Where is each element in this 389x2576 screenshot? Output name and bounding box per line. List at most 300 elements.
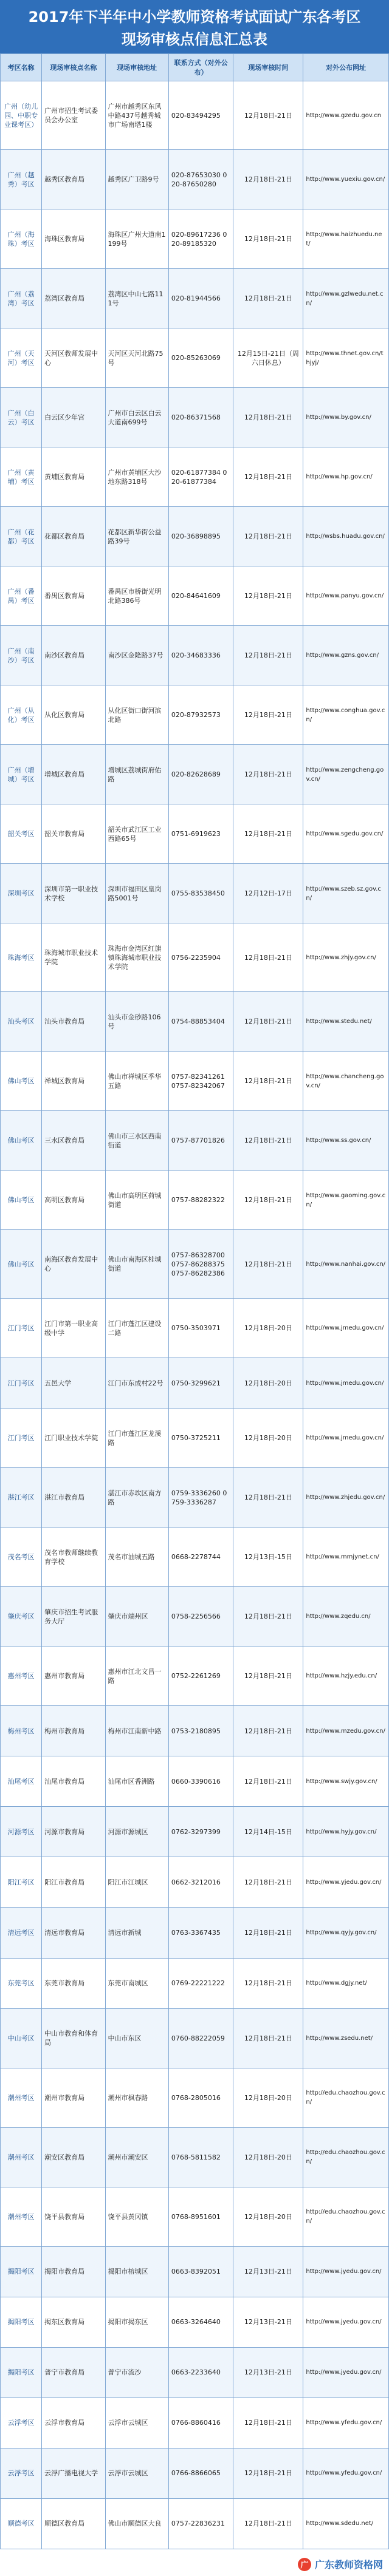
cell-contact: 020-82628689 [168, 745, 233, 804]
cell-site-name: 海珠区教育局 [42, 209, 105, 269]
cell-contact: 0762-3297399 [168, 1807, 233, 1857]
header-site-name: 现场审核点名称 [42, 54, 105, 81]
cell-site-name: 深圳市第一职业技术学校 [42, 864, 105, 923]
cell-website[interactable]: http://www.zhjedu.gov.cn/ [303, 1468, 389, 1528]
table-row [1, 2498, 389, 2549]
cell-address: 江门市东成村22号 [105, 1358, 168, 1409]
cell-area: 广州（越秀）考区 [1, 150, 42, 209]
cell-area: 汕头考区 [1, 992, 42, 1052]
table-row [1, 923, 389, 992]
cell-site-name: 中山市教育和体育局 [42, 2008, 105, 2068]
cell-website[interactable]: http://www.swjy.gov.cn/ [303, 1756, 389, 1807]
cell-website[interactable]: http://www.hyjy.gov.cn/ [303, 1807, 389, 1857]
cell-contact: 0769-22221222 [168, 1958, 233, 2008]
cell-contact: 0750-3503971 [168, 1299, 233, 1358]
cell-website[interactable]: http://www.zsedu.net/ [303, 2008, 389, 2068]
cell-contact: 0753-2180895 [168, 1706, 233, 1756]
cell-website[interactable]: http://www.jmedu.gov.cn/ [303, 1299, 389, 1358]
cell-time: 12月18日-21日 [233, 626, 303, 685]
cell-website[interactable]: http://www.ss.gov.cn/ [303, 1111, 389, 1171]
table-row [1, 328, 389, 388]
cell-site-name: 南海区教育发展中心 [42, 1230, 105, 1299]
cell-area: 深圳考区 [1, 864, 42, 923]
cell-contact: 0768-5811582 [168, 2127, 233, 2187]
cell-time: 12月18日-21日 [233, 804, 303, 864]
cell-address: 花都区新华街公益路39号 [105, 507, 168, 566]
cell-address: 潮州市枫春路 [105, 2068, 168, 2127]
cell-time: 12月18日-21日 [233, 150, 303, 209]
cell-site-name: 汕头市教育局 [42, 992, 105, 1052]
table-row [1, 1958, 389, 2008]
cell-time: 12月12日-17日 [233, 864, 303, 923]
cell-address: 茂名市油城五路 [105, 1528, 168, 1587]
table-row [1, 1756, 389, 1807]
cell-website[interactable]: http://www.jyedu.gov.cn/ [303, 2246, 389, 2297]
table-row [1, 1409, 389, 1468]
cell-time: 12月18日-21日 [233, 1111, 303, 1171]
table-row [1, 2008, 389, 2068]
cell-time: 12月18日-21日 [233, 685, 303, 745]
cell-website[interactable]: http://www.jmedu.gov.cn/ [303, 1358, 389, 1409]
table-row [1, 2068, 389, 2127]
cell-website[interactable]: http://www.conghua.gov.cn/ [303, 685, 389, 745]
table-row [1, 745, 389, 804]
cell-time: 12月18日-21日 [233, 1230, 303, 1299]
cell-contact: 0668-2278744 [168, 1528, 233, 1587]
cell-address: 南沙区金隆路37号 [105, 626, 168, 685]
cell-time: 12月18日-21日 [233, 1908, 303, 1958]
cell-address: 东莞市南城区 [105, 1958, 168, 2008]
cell-contact: 0757-86328700 0757-86288375 0757-86282386 [168, 1230, 233, 1299]
cell-website[interactable]: http://www.by.gov.cn/ [303, 388, 389, 447]
cell-site-name: 湛江市教育局 [42, 1468, 105, 1528]
table-row [1, 2127, 389, 2187]
cell-address: 珠海市金湾区红旗镇珠海城市职业技术学院 [105, 923, 168, 992]
cell-contact: 020-61877384 020-61877384 [168, 447, 233, 507]
cell-time: 12月18日-21日 [233, 1468, 303, 1528]
cell-contact: 0757-22836231 [168, 2498, 233, 2549]
cell-address: 佛山市顺德区大良 [105, 2498, 168, 2549]
table-header-row [1, 54, 389, 81]
cell-address: 湛江市赤坎区南方路 [105, 1468, 168, 1528]
cell-site-name: 潮州市教育局 [42, 2068, 105, 2127]
table-row [1, 447, 389, 507]
cell-area: 肇庆考区 [1, 1587, 42, 1647]
table-row [1, 2297, 389, 2347]
cell-contact: 0663-2233640 [168, 2347, 233, 2398]
cell-website[interactable]: http://wsbs.huadu.gov.cn/ [303, 507, 389, 566]
table-row [1, 1052, 389, 1111]
table-row [1, 269, 389, 328]
cell-area: 广州（白云）考区 [1, 388, 42, 447]
cell-contact: 020-85263069 [168, 328, 233, 388]
cell-address: 云浮市云城区 [105, 2398, 168, 2448]
cell-time: 12月18日-20日 [233, 1409, 303, 1468]
cell-site-name: 云浮广播电视大学 [42, 2448, 105, 2498]
cell-area: 广州（海珠）考区 [1, 209, 42, 269]
cell-contact: 0763-3367435 [168, 1908, 233, 1958]
cell-time: 12月18日-21日 [233, 1756, 303, 1807]
cell-site-name: 肇庆市招生考试服务大厅 [42, 1587, 105, 1647]
cell-website[interactable]: http://edu.chaozhou.gov.cn/ [303, 2187, 389, 2246]
watermark [298, 2557, 383, 2571]
cell-website[interactable]: http://www.nanhai.gov.cn/ [303, 1230, 389, 1299]
cell-area: 佛山考区 [1, 1052, 42, 1111]
table-row [1, 1171, 389, 1230]
cell-area: 揭阳考区 [1, 2297, 42, 2347]
table-row [1, 685, 389, 745]
cell-area: 云浮考区 [1, 2398, 42, 2448]
cell-address: 惠州市江北文昌一路 [105, 1647, 168, 1706]
cell-site-name: 揭东区教育局 [42, 2297, 105, 2347]
cell-website[interactable]: http://www.sgedu.gov.cn/ [303, 804, 389, 864]
header-area: 考区名称 [1, 54, 42, 81]
table-row [1, 2448, 389, 2498]
cell-website[interactable]: http://www.yuexiu.gov.cn/ [303, 150, 389, 209]
cell-website[interactable]: http://www.qyjy.gov.cn/ [303, 1908, 389, 1958]
cell-website[interactable]: http://www.yjedu.gov.cn/ [303, 1857, 389, 1908]
table-row [1, 81, 389, 150]
cell-area: 广州（增城）考区 [1, 745, 42, 804]
table-row [1, 1807, 389, 1857]
cell-contact: 0752-2261269 [168, 1647, 233, 1706]
cell-site-name: 增城区教育局 [42, 745, 105, 804]
cell-time: 12月18日-21日 [233, 1587, 303, 1647]
cell-address: 广州市越秀区东风中路437号越秀城市广场南塔1楼 [105, 81, 168, 150]
cell-time: 12月18日-21日 [233, 2008, 303, 2068]
review-points-table [0, 53, 389, 2549]
cell-contact: 0660-3390616 [168, 1756, 233, 1807]
cell-address: 饶平县黄冈镇 [105, 2187, 168, 2246]
cell-area: 湛江考区 [1, 1468, 42, 1528]
cell-area: 云浮考区 [1, 2448, 42, 2498]
table-row [1, 388, 389, 447]
cell-address: 揭阳市揭东区 [105, 2297, 168, 2347]
cell-site-name: 茂名市教师继续教育学校 [42, 1528, 105, 1587]
cell-website[interactable]: http://www.zhjy.gov.cn/ [303, 923, 389, 992]
cell-area: 阳江考区 [1, 1857, 42, 1908]
cell-site-name: 白云区少年宫 [42, 388, 105, 447]
cell-site-name: 江门市第一职业高级中学 [42, 1299, 105, 1358]
cell-contact: 0759-3336260 0759-3336287 [168, 1468, 233, 1528]
table-row [1, 2347, 389, 2398]
cell-area: 广州（幼儿园、中职专业课考区） [1, 81, 42, 150]
table-row [1, 2398, 389, 2448]
cell-area: 江门考区 [1, 1299, 42, 1358]
cell-site-name: 南沙区教育局 [42, 626, 105, 685]
cell-area: 广州（从化）考区 [1, 685, 42, 745]
cell-address: 江门市蓬江区建设二路 [105, 1299, 168, 1358]
cell-site-name: 天河区教师发展中心 [42, 328, 105, 388]
cell-address: 佛山市南海区桂城街道 [105, 1230, 168, 1299]
watermark-logo-icon: 广 [298, 2558, 311, 2571]
cell-address: 天河区天河北路75号 [105, 328, 168, 388]
table-row [1, 2187, 389, 2246]
cell-area: 广州（荔湾）考区 [1, 269, 42, 328]
cell-website[interactable]: http://www.thnet.gov.cn/thjyj/ [303, 328, 389, 388]
cell-address: 汕头市金砂路106号 [105, 992, 168, 1052]
cell-website[interactable]: http://www.yfedu.gov.cn/ [303, 2398, 389, 2448]
cell-area: 河源考区 [1, 1807, 42, 1857]
table-row [1, 1857, 389, 1908]
cell-contact: 0768-2805016 [168, 2068, 233, 2127]
cell-website[interactable]: http://www.yfedu.gov.cn/ [303, 2448, 389, 2498]
cell-address: 云浮市云城区 [105, 2448, 168, 2498]
header-address: 现场审核地址 [105, 54, 168, 81]
cell-site-name: 广州市招生考试委员会办公室 [42, 81, 105, 150]
table-row [1, 1230, 389, 1299]
cell-site-name: 韶关市教育局 [42, 804, 105, 864]
cell-area: 广州（花都）考区 [1, 507, 42, 566]
cell-website[interactable]: http://www.jmedu.gov.cn/ [303, 1409, 389, 1468]
cell-contact: 0757-87701826 [168, 1111, 233, 1171]
cell-contact: 0766-8860416 [168, 2398, 233, 2448]
cell-address: 揭阳市榕城区 [105, 2246, 168, 2297]
cell-time: 12月15日-21日（周六日休息） [233, 328, 303, 388]
cell-time: 12月18日-21日 [233, 2448, 303, 2498]
cell-contact: 020-87653030 020-87650280 [168, 150, 233, 209]
cell-time: 12月18日-21日 [233, 1647, 303, 1706]
cell-address: 荔湾区中山七路111号 [105, 269, 168, 328]
cell-time: 12月18日-21日 [233, 388, 303, 447]
cell-contact: 0768-8951601 [168, 2187, 233, 2246]
cell-area: 江门考区 [1, 1409, 42, 1468]
cell-contact: 0758-2256566 [168, 1587, 233, 1647]
cell-contact: 0754-88853404 [168, 992, 233, 1052]
cell-website[interactable]: http://www.haizhuedu.net/ [303, 209, 389, 269]
cell-website[interactable]: http://www.stedu.net/ [303, 992, 389, 1052]
cell-time: 12月13日-15日 [233, 1528, 303, 1587]
cell-address: 广州市黄埔区大沙地东路318号 [105, 447, 168, 507]
title-line-2: 现场审核点信息汇总表 [122, 31, 267, 48]
cell-time: 12月18日-21日 [233, 2498, 303, 2549]
table-row [1, 1908, 389, 1958]
table-row [1, 1706, 389, 1756]
cell-time: 12月18日-21日 [233, 1857, 303, 1908]
cell-area: 梅州考区 [1, 1706, 42, 1756]
cell-area: 韶关考区 [1, 804, 42, 864]
cell-website[interactable]: http://www.gzlwedu.net.cn/ [303, 269, 389, 328]
cell-site-name: 花都区教育局 [42, 507, 105, 566]
cell-address: 佛山市三水区西南街道 [105, 1111, 168, 1171]
cell-website[interactable]: http://www.jyedu.gov.cn/ [303, 2297, 389, 2347]
cell-website[interactable]: http://www.zengcheng.gov.cn/ [303, 745, 389, 804]
cell-contact: 0756-2235904 [168, 923, 233, 992]
cell-time: 12月13日-21日 [233, 2246, 303, 2297]
cell-site-name: 荔湾区教育局 [42, 269, 105, 328]
cell-area: 江门考区 [1, 1358, 42, 1409]
cell-contact: 020-84641609 [168, 566, 233, 626]
cell-site-name: 禅城区教育局 [42, 1052, 105, 1111]
cell-site-name: 梅州市教育局 [42, 1706, 105, 1756]
cell-contact: 0750-3725211 [168, 1409, 233, 1468]
cell-time: 12月18日-20日 [233, 1358, 303, 1409]
cell-website[interactable]: http://www.mzedu.gov.cn/ [303, 1706, 389, 1756]
cell-site-name: 汕尾市教育局 [42, 1756, 105, 1807]
cell-area: 潮州考区 [1, 2068, 42, 2127]
cell-contact: 020-87932573 [168, 685, 233, 745]
cell-website[interactable]: http://www.jyedu.gov.cn/ [303, 2347, 389, 2398]
cell-time: 12月13日-21日 [233, 2347, 303, 2398]
cell-website[interactable]: http://www.sdedu.net/ [303, 2498, 389, 2549]
cell-site-name: 五邑大学 [42, 1358, 105, 1409]
cell-time: 12月18日-21日 [233, 507, 303, 566]
cell-time: 12月18日-21日 [233, 2398, 303, 2448]
cell-contact: 020-36898895 [168, 507, 233, 566]
cell-time: 12月18日-21日 [233, 81, 303, 150]
table-row [1, 566, 389, 626]
table-row [1, 1647, 389, 1706]
cell-contact: 0757-82341261 0757-82342067 [168, 1052, 233, 1111]
cell-address: 佛山市禅城区季华五路 [105, 1052, 168, 1111]
cell-time: 12月14日-15日 [233, 1807, 303, 1857]
cell-time: 12月18日-21日 [233, 566, 303, 626]
cell-area: 汕尾考区 [1, 1756, 42, 1807]
cell-contact: 0663-3264640 [168, 2297, 233, 2347]
cell-contact: 0662-3212016 [168, 1857, 233, 1908]
cell-area: 佛山考区 [1, 1230, 42, 1299]
cell-website[interactable]: http://edu.chaozhou.gov.cn/ [303, 2068, 389, 2127]
table-row [1, 507, 389, 566]
cell-address: 潮州市潮安区 [105, 2127, 168, 2187]
cell-address: 佛山市高明区荷城街道 [105, 1171, 168, 1230]
cell-site-name: 从化区教育局 [42, 685, 105, 745]
cell-site-name: 阳江市教育局 [42, 1857, 105, 1908]
cell-site-name: 珠海城市职业技术学院 [42, 923, 105, 992]
cell-area: 清远考区 [1, 1908, 42, 1958]
cell-site-name: 云浮市教育局 [42, 2398, 105, 2448]
cell-site-name: 揭阳市教育局 [42, 2246, 105, 2297]
cell-site-name: 三水区教育局 [42, 1111, 105, 1171]
cell-area: 茂名考区 [1, 1528, 42, 1587]
cell-time: 12月18日-21日 [233, 1706, 303, 1756]
cell-area: 佛山考区 [1, 1171, 42, 1230]
cell-website[interactable]: http://edu.chaozhou.gov.cn/ [303, 2127, 389, 2187]
table-row [1, 2246, 389, 2297]
cell-address: 中山市东区 [105, 2008, 168, 2068]
cell-contact: 020-89617236 020-89185320 [168, 209, 233, 269]
table-row [1, 1111, 389, 1171]
cell-area: 东莞考区 [1, 1958, 42, 2008]
table-row [1, 209, 389, 269]
cell-website[interactable]: http://www.chancheng.gov.cn/ [303, 1052, 389, 1111]
cell-time: 12月18日-21日 [233, 1052, 303, 1111]
cell-area: 广州（南沙）考区 [1, 626, 42, 685]
title-line-1: 2017年下半年中小学教师资格考试面试广东各考区 [28, 8, 361, 25]
cell-address: 肇庆市端州区 [105, 1587, 168, 1647]
cell-time: 12月18日-21日 [233, 1958, 303, 2008]
cell-address: 汕尾市区香洲路 [105, 1756, 168, 1807]
cell-address: 深圳市福田区皇岗路5001号 [105, 864, 168, 923]
cell-time: 12月18日-20日 [233, 2187, 303, 2246]
page-title [0, 0, 389, 53]
cell-address: 韶关市武江区工业西路65号 [105, 804, 168, 864]
cell-site-name: 惠州市教育局 [42, 1647, 105, 1706]
cell-website[interactable]: http://www.dgjy.net/ [303, 1958, 389, 2008]
cell-site-name: 潮安区教育局 [42, 2127, 105, 2187]
cell-site-name: 清远市教育局 [42, 1908, 105, 1958]
cell-contact: 020-86371568 [168, 388, 233, 447]
cell-site-name: 河源市教育局 [42, 1807, 105, 1857]
cell-time: 12月18日-21日 [233, 447, 303, 507]
cell-website[interactable]: http://www.gzns.gov.cn/ [303, 626, 389, 685]
table-row [1, 1528, 389, 1587]
cell-website[interactable]: http://www.hp.gov.cn/ [303, 447, 389, 507]
table-row [1, 804, 389, 864]
cell-area: 中山考区 [1, 2008, 42, 2068]
cell-address: 河源市源城区 [105, 1807, 168, 1857]
cell-site-name: 普宁市教育局 [42, 2347, 105, 2398]
cell-time: 12月18日-21日 [233, 923, 303, 992]
cell-site-name: 饶平县教育局 [42, 2187, 105, 2246]
cell-address: 番禺区市桥街光明北路386号 [105, 566, 168, 626]
cell-time: 12月18日-21日 [233, 269, 303, 328]
watermark-text: 广东教师资格网 [314, 2559, 383, 2571]
header-time: 现场审核时间 [233, 54, 303, 81]
cell-contact: 020-34683336 [168, 626, 233, 685]
cell-area: 惠州考区 [1, 1647, 42, 1706]
cell-time: 12月18日-20日 [233, 1299, 303, 1358]
cell-address: 清远市新城 [105, 1908, 168, 1958]
cell-site-name: 越秀区教育局 [42, 150, 105, 209]
cell-address: 增城区荔城街府佑路 [105, 745, 168, 804]
cell-website[interactable]: http://www.mmjynet.cn/ [303, 1528, 389, 1587]
cell-address: 阳江市江城区 [105, 1857, 168, 1908]
cell-contact: 020-81944566 [168, 269, 233, 328]
cell-contact: 0766-8866065 [168, 2448, 233, 2498]
cell-site-name: 黄埔区教育局 [42, 447, 105, 507]
cell-site-name: 高明区教育局 [42, 1171, 105, 1230]
cell-site-name: 东莞市教育局 [42, 1958, 105, 2008]
cell-website[interactable]: http://www.gzedu.gov.cn [303, 81, 389, 150]
header-contact: 联系方式（对外公布） [168, 54, 233, 81]
table-row [1, 1299, 389, 1358]
cell-area: 广州（黄埔）考区 [1, 447, 42, 507]
cell-website[interactable]: http://www.hzjy.edu.cn/ [303, 1647, 389, 1706]
cell-area: 广州（天河）考区 [1, 328, 42, 388]
cell-area: 佛山考区 [1, 1111, 42, 1171]
cell-area: 潮州考区 [1, 2127, 42, 2187]
cell-contact: 0751-6919623 [168, 804, 233, 864]
cell-time: 12月18日-20日 [233, 2068, 303, 2127]
table-row [1, 1358, 389, 1409]
table-row [1, 1468, 389, 1528]
cell-time: 12月18日-21日 [233, 745, 303, 804]
cell-contact: 020-83494295 [168, 81, 233, 150]
cell-site-name: 番禺区教育局 [42, 566, 105, 626]
table-row [1, 1587, 389, 1647]
cell-website[interactable]: http://www.szeb.sz.gov.cn/ [303, 864, 389, 923]
cell-address: 普宁市流沙 [105, 2347, 168, 2398]
cell-area: 顺德考区 [1, 2498, 42, 2549]
cell-address: 广州市白云区白云大道南699号 [105, 388, 168, 447]
table-row [1, 626, 389, 685]
cell-time: 12月18日-21日 [233, 209, 303, 269]
cell-website[interactable]: http://www.zqedu.cn/ [303, 1587, 389, 1647]
cell-website[interactable]: http://www.gaoming.gov.cn/ [303, 1171, 389, 1230]
cell-address: 海珠区广州大道南1199号 [105, 209, 168, 269]
cell-website[interactable]: http://www.panyu.gov.cn/ [303, 566, 389, 626]
cell-area: 揭阳考区 [1, 2347, 42, 2398]
table-row [1, 992, 389, 1052]
cell-contact: 0757-88282322 [168, 1171, 233, 1230]
cell-time: 12月18日-21日 [233, 992, 303, 1052]
cell-time: 12月18日-20日 [233, 2127, 303, 2187]
table-row [1, 150, 389, 209]
cell-site-name: 江门职业技术学院 [42, 1409, 105, 1468]
cell-contact: 0755-83538450 [168, 864, 233, 923]
cell-area: 揭阳考区 [1, 2246, 42, 2297]
